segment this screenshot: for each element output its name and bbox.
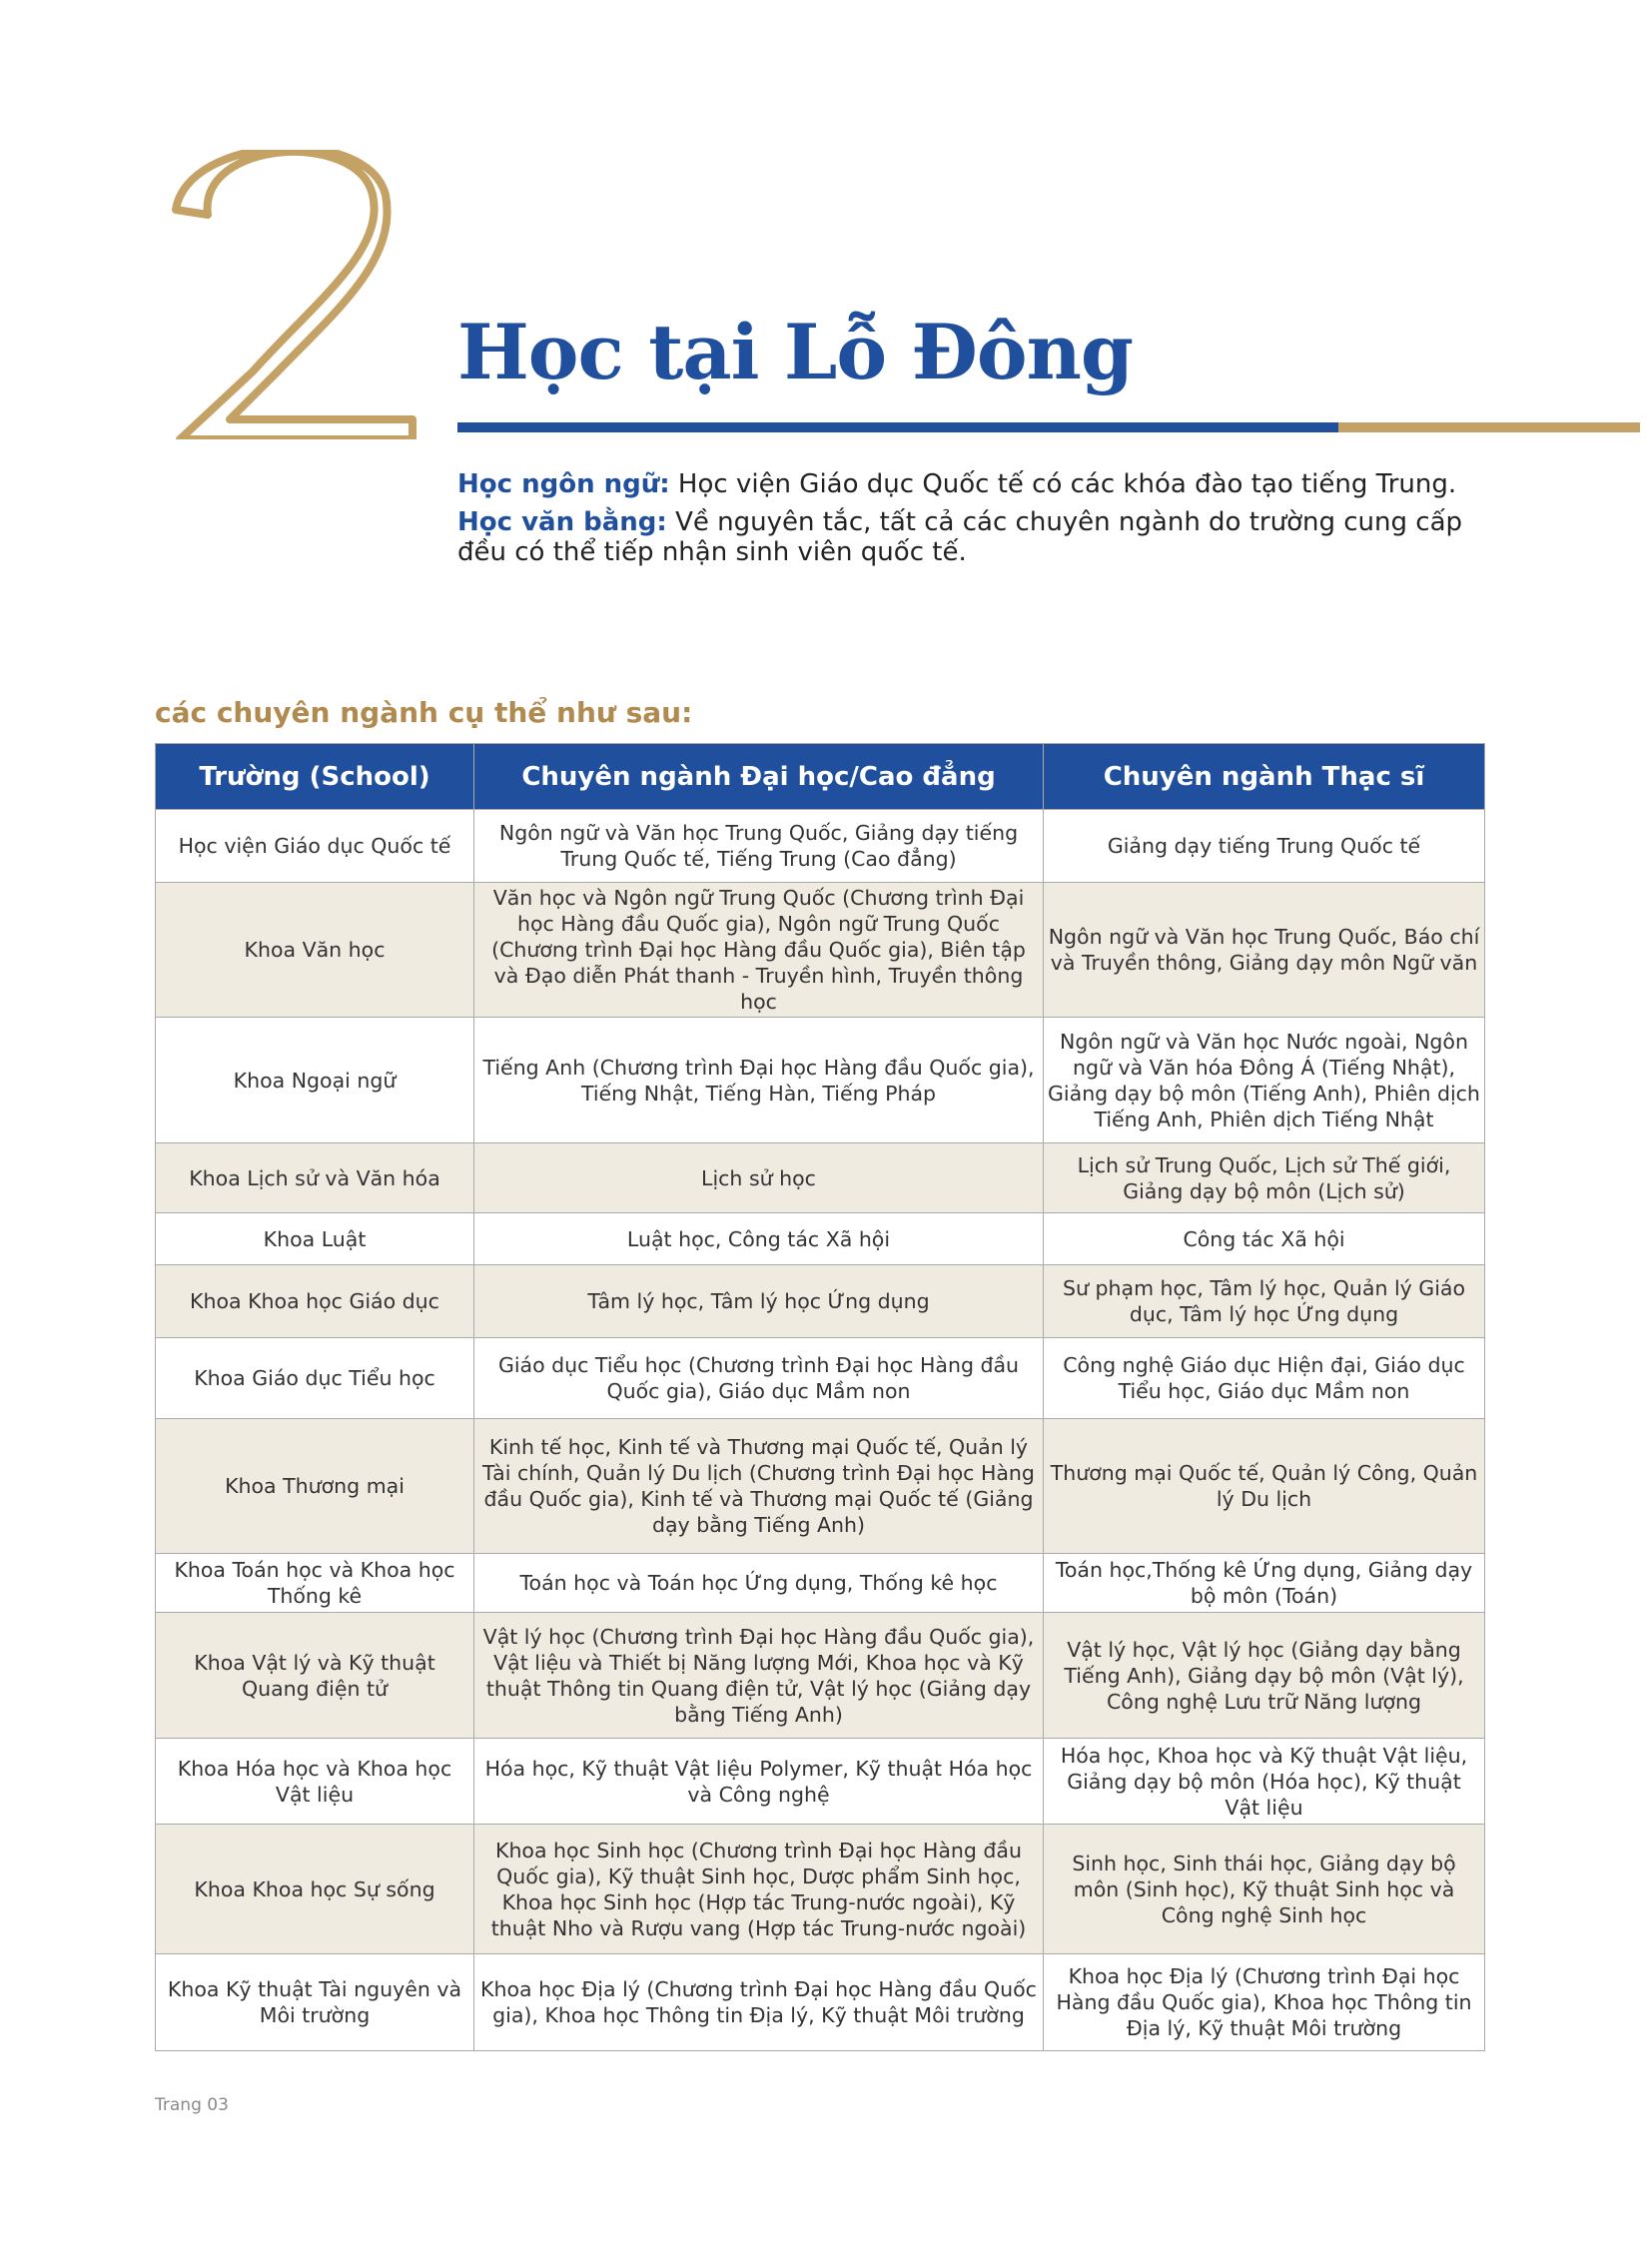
intro-text: Về nguyên tắc, tất cả các chuyên ngành do trường cung cấp đều có thể tiếp nhận sinh viên quốc tế. <box>457 507 1463 567</box>
header-masters: Chuyên ngành Thạc sĩ <box>1044 744 1485 810</box>
cell-masters: Ngôn ngữ và Văn học Nước ngoài, Ngôn ngữ và Văn hóa Đông Á (Tiếng Nhật), Giảng dạy bộ môn (Tiếng Anh), Phiên dịch Tiếng Anh, Phiên dịch Tiếng Nhật <box>1044 1018 1485 1143</box>
cell-masters: Thương mại Quốc tế, Quản lý Công, Quản lý Du lịch <box>1044 1419 1485 1554</box>
cell-school: Khoa Thương mại <box>156 1419 474 1554</box>
table-row <box>156 1739 1485 1825</box>
table-row <box>156 883 1485 1018</box>
cell-school: Khoa Kỹ thuật Tài nguyên và Môi trường <box>156 1954 474 2051</box>
table-row <box>156 1265 1485 1338</box>
title-rule-blue <box>457 422 1338 432</box>
cell-masters: Toán học,Thống kê Ứng dụng, Giảng dạy bộ môn (Toán) <box>1044 1554 1485 1613</box>
table-row <box>156 1143 1485 1213</box>
cell-school: Khoa Khoa học Giáo dục <box>156 1265 474 1338</box>
cell-school: Khoa Luật <box>156 1213 474 1265</box>
cell-school: Học viện Giáo dục Quốc tế <box>156 810 474 883</box>
table-body <box>156 810 1485 2051</box>
cell-masters: Lịch sử Trung Quốc, Lịch sử Thế giới, Giảng dạy bộ môn (Lịch sử) <box>1044 1143 1485 1213</box>
section-number: 2 <box>168 150 169 151</box>
header-school: Trường (School) <box>156 744 474 810</box>
cell-undergrad: Luật học, Công tác Xã hội <box>474 1213 1044 1265</box>
intro-label: Học ngôn ngữ: <box>457 469 670 499</box>
cell-undergrad: Vật lý học (Chương trình Đại học Hàng đầu Quốc gia), Vật liệu và Thiết bị Năng lượng Mới, Khoa học và Kỹ thuật Thông tin Quang điện tử, Vật lý học (Giảng dạy bằng Tiếng Anh) <box>474 1613 1044 1739</box>
cell-undergrad: Tiếng Anh (Chương trình Đại học Hàng đầu Quốc gia), Tiếng Nhật, Tiếng Hàn, Tiếng Pháp <box>474 1018 1044 1143</box>
cell-undergrad: Tâm lý học, Tâm lý học Ứng dụng <box>474 1265 1044 1338</box>
table-row <box>156 1825 1485 1954</box>
intro-label: Học văn bằng: <box>457 507 667 537</box>
cell-undergrad: Giáo dục Tiểu học (Chương trình Đại học Hàng đầu Quốc gia), Giáo dục Mầm non <box>474 1338 1044 1419</box>
cell-masters: Hóa học, Khoa học và Kỹ thuật Vật liệu, Giảng dạy bộ môn (Hóa học), Kỹ thuật Vật liệu <box>1044 1739 1485 1825</box>
cell-school: Khoa Toán học và Khoa học Thống kê <box>156 1554 474 1613</box>
cell-undergrad: Văn học và Ngôn ngữ Trung Quốc (Chương trình Đại học Hàng đầu Quốc gia), Ngôn ngữ Trung Quốc (Chương trình Đại học Hàng đầu Quốc gia), Biên tập và Đạo diễn Phát thanh - Truyền hình, Truyền thông học <box>474 883 1044 1018</box>
cell-masters: Khoa học Địa lý (Chương trình Đại học Hàng đầu Quốc gia), Khoa học Thông tin Địa lý, Kỹ thuật Môi trường <box>1044 1954 1485 2051</box>
cell-undergrad: Hóa học, Kỹ thuật Vật liệu Polymer, Kỹ thuật Hóa học và Công nghệ <box>474 1739 1044 1825</box>
cell-masters: Vật lý học, Vật lý học (Giảng dạy bằng Tiếng Anh), Giảng dạy bộ môn (Vật lý), Công nghệ Lưu trữ Năng lượng <box>1044 1613 1485 1739</box>
majors-table <box>155 743 1485 2051</box>
table-row <box>156 1554 1485 1613</box>
cell-masters: Sinh học, Sinh thái học, Giảng dạy bộ môn (Sinh học), Kỹ thuật Sinh học và Công nghệ Sinh học <box>1044 1825 1485 1954</box>
table-row <box>156 1213 1485 1265</box>
cell-school: Khoa Vật lý và Kỹ thuật Quang điện tử <box>156 1613 474 1739</box>
cell-school: Khoa Giáo dục Tiểu học <box>156 1338 474 1419</box>
cell-undergrad: Khoa học Địa lý (Chương trình Đại học Hàng đầu Quốc gia), Khoa học Thông tin Địa lý, Kỹ thuật Môi trường <box>474 1954 1044 2051</box>
table-row <box>156 810 1485 883</box>
table-subheading: các chuyên ngành cụ thể như sau: <box>155 696 693 729</box>
intro-text: Học viện Giáo dục Quốc tế có các khóa đào tạo tiếng Trung. <box>669 469 1457 499</box>
section-number-graphic <box>168 150 419 439</box>
header-undergrad: Chuyên ngành Đại học/Cao đẳng <box>474 744 1044 810</box>
page-number: Trang 03 <box>155 2095 229 2115</box>
cell-school: Khoa Văn học <box>156 883 474 1018</box>
cell-masters: Ngôn ngữ và Văn học Trung Quốc, Báo chí và Truyền thông, Giảng dạy môn Ngữ văn <box>1044 883 1485 1018</box>
intro-language-study <box>457 469 1506 499</box>
page-title: Học tại Lỗ Đông <box>457 308 1134 396</box>
cell-masters: Giảng dạy tiếng Trung Quốc tế <box>1044 810 1485 883</box>
cell-school: Khoa Lịch sử và Văn hóa <box>156 1143 474 1213</box>
intro-block <box>457 469 1506 575</box>
cell-school: Khoa Ngoại ngữ <box>156 1018 474 1143</box>
cell-masters: Sư phạm học, Tâm lý học, Quản lý Giáo dục, Tâm lý học Ứng dụng <box>1044 1265 1485 1338</box>
cell-school: Khoa Hóa học và Khoa học Vật liệu <box>156 1739 474 1825</box>
table-header-row <box>156 744 1485 810</box>
table-row <box>156 1419 1485 1554</box>
table-row <box>156 1954 1485 2051</box>
cell-masters: Công tác Xã hội <box>1044 1213 1485 1265</box>
cell-undergrad: Ngôn ngữ và Văn học Trung Quốc, Giảng dạy tiếng Trung Quốc tế, Tiếng Trung (Cao đẳng) <box>474 810 1044 883</box>
intro-degree-study <box>457 507 1506 567</box>
cell-undergrad: Toán học và Toán học Ứng dụng, Thống kê học <box>474 1554 1044 1613</box>
cell-undergrad: Lịch sử học <box>474 1143 1044 1213</box>
cell-school: Khoa Khoa học Sự sống <box>156 1825 474 1954</box>
cell-undergrad: Kinh tế học, Kinh tế và Thương mại Quốc tế, Quản lý Tài chính, Quản lý Du lịch (Chương trình Đại học Hàng đầu Quốc gia), Kinh tế và Thương mại Quốc tế (Giảng dạy bằng Tiếng Anh) <box>474 1419 1044 1554</box>
cell-undergrad: Khoa học Sinh học (Chương trình Đại học Hàng đầu Quốc gia), Kỹ thuật Sinh học, Dược phẩm Sinh học, Khoa học Sinh học (Hợp tác Trung-nước ngoài), Kỹ thuật Nho và Rượu vang (Hợp tác Trung-nước ngoài) <box>474 1825 1044 1954</box>
title-rule-gold <box>1338 422 1640 432</box>
cell-masters: Công nghệ Giáo dục Hiện đại, Giáo dục Tiểu học, Giáo dục Mầm non <box>1044 1338 1485 1419</box>
table-row <box>156 1338 1485 1419</box>
table-row <box>156 1018 1485 1143</box>
table-row <box>156 1613 1485 1739</box>
